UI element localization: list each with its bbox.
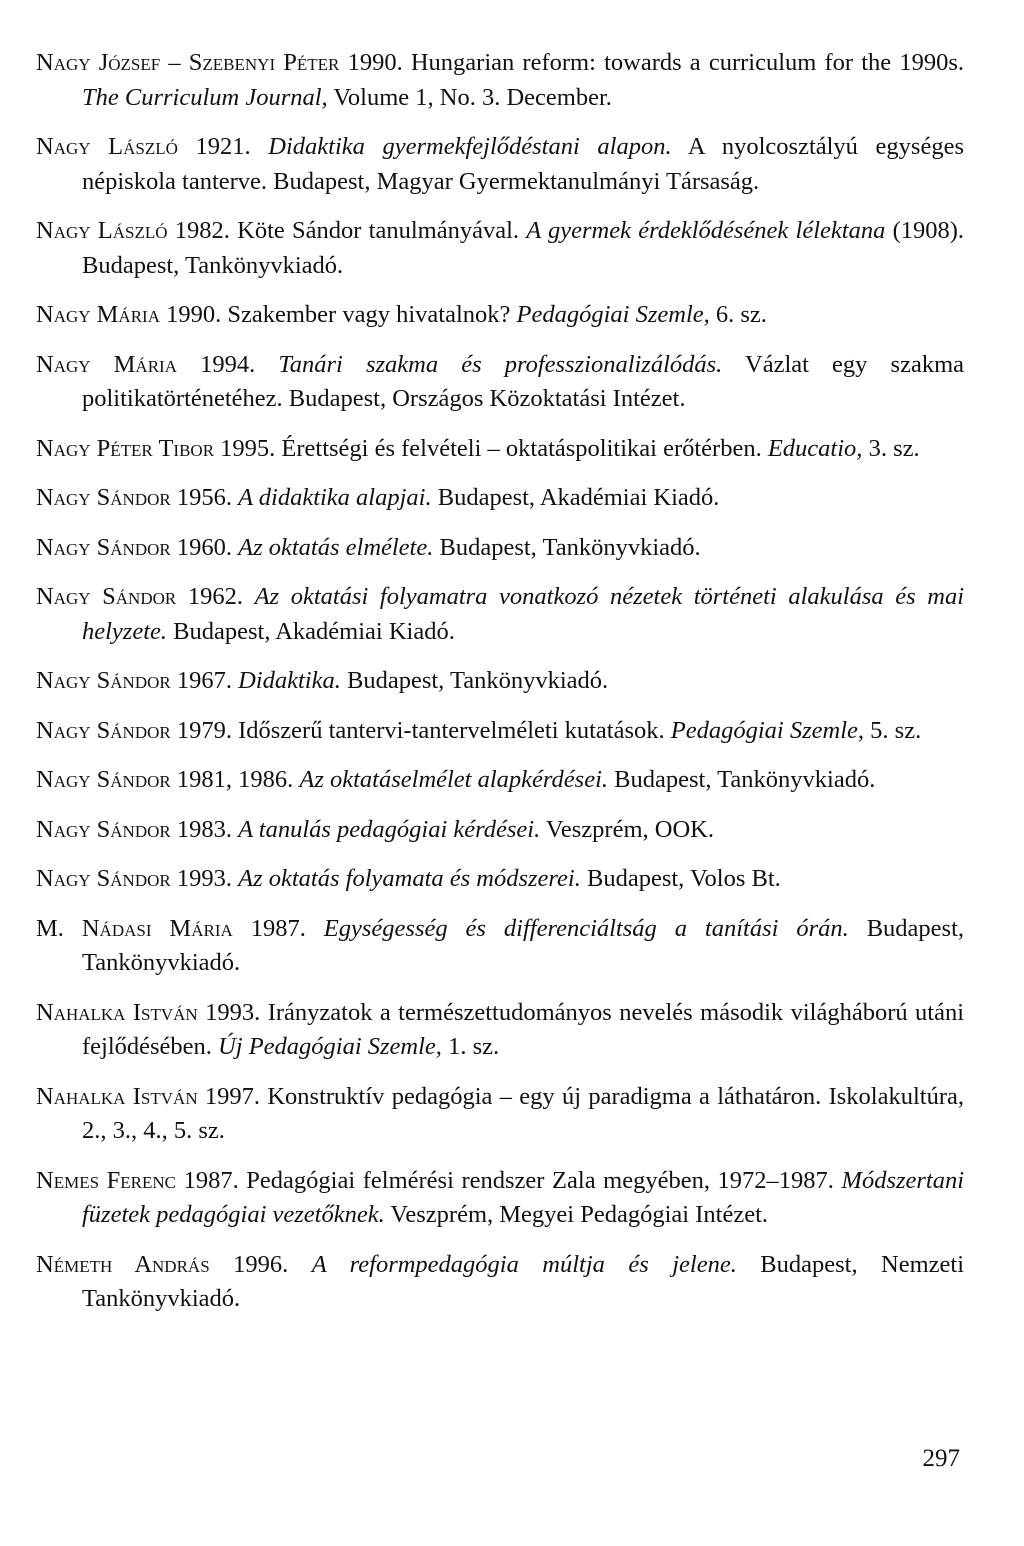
entry-year: 1979. <box>176 716 232 744</box>
entry-author: Németh András <box>36 1250 210 1278</box>
bibliography-entry <box>36 46 964 115</box>
bibliography-entry <box>36 763 964 798</box>
bibliography-entry <box>36 714 964 749</box>
bibliography-entry <box>36 432 964 467</box>
entry-title: Módszertani füzetek pedagógiai vezetőknek. <box>82 1166 965 1228</box>
entry-author: Nagy József – Szebenyi Péter <box>36 49 340 76</box>
entry-author: Nagy Sándor <box>36 716 171 744</box>
entry-title: Didaktika. <box>238 667 341 694</box>
entry-post-text: Budapest, Nemzeti Tankönyvkiadó. <box>82 1250 965 1312</box>
entry-year: 1987. <box>183 1166 239 1194</box>
entry-author: M. Nádasi Mária <box>36 914 233 942</box>
entry-post-text: Budapest, Tankönyvkiadó. <box>346 667 609 694</box>
entry-post-text: A nyolcosztályú egységes népiskola tanterve. Budapest, Magyar Gyermektanulmányi Társaság. <box>82 133 964 195</box>
entry-author: Nahalka István <box>36 998 198 1026</box>
entry-pre-text: Pedagógiai felmérési rendszer Zala megyében, 1972–1987. <box>246 1166 834 1194</box>
bibliography-entry <box>36 214 964 283</box>
entry-year: 1956. <box>176 484 232 511</box>
entry-author: Nagy Sándor <box>36 667 171 694</box>
entry-year: 1983. <box>176 815 232 843</box>
entry-year: 1996. <box>233 1250 289 1278</box>
entry-title: A tanulás pedagógiai kérdései. <box>238 815 541 843</box>
entry-post-text: Veszprém, OOK. <box>545 815 714 843</box>
entry-year: 1990. <box>347 49 403 76</box>
entry-year: 1921. <box>195 133 251 160</box>
entry-post-text: Vázlat egy szakma politikatörténetéhez. Budapest, Országos Közoktatási Intézet. <box>82 350 965 412</box>
entry-title: Tanári szakma és professzionalizálódás. <box>278 350 723 378</box>
entry-author: Nemes Ferenc <box>36 1166 176 1194</box>
entry-title: Az oktatás elmélete. <box>238 533 434 561</box>
entry-author: Nagy Sándor <box>36 583 177 610</box>
entry-title: A gyermek érdeklődésének lélektana <box>526 217 886 244</box>
bibliography-entry <box>36 1248 964 1317</box>
entry-year: 1962. <box>187 583 243 610</box>
bibliography-entry <box>36 130 964 199</box>
bibliography-entry <box>36 996 964 1065</box>
entry-post-text: 1. sz. <box>448 1033 500 1060</box>
entry-title: Az oktatási folyamatra vonatkozó nézetek történeti alakulása és mai helyzete. <box>82 583 964 645</box>
bibliography-entry <box>36 813 964 848</box>
entry-pre-text: Érettségi és felvételi – oktatáspolitikai erőtérben. <box>281 434 762 462</box>
entry-post-text: Budapest, Tankönyvkiadó. <box>82 914 965 976</box>
entry-pre-text: Szakember vagy hivatalnok? <box>227 301 511 328</box>
bibliography-entry <box>36 580 964 649</box>
entry-title: Új Pedagógiai Szemle, <box>218 1033 442 1060</box>
entry-title: Az oktatás folyamata és módszerei. <box>238 865 581 892</box>
entry-title: A didaktika alapjai. <box>238 484 432 511</box>
page-number: 297 <box>922 1445 960 1472</box>
entry-title: Educatio, <box>767 434 863 462</box>
entry-pre-text: Hungarian reform: towards a curriculum for the 1990s. <box>410 49 964 76</box>
entry-year: 1981, 1986. <box>176 766 294 793</box>
bibliography-entry <box>36 531 964 566</box>
entry-post-text: Budapest, Akadémiai Kiadó. <box>437 484 720 511</box>
entry-author: Nagy László <box>36 133 178 160</box>
entry-post-text: Veszprém, Megyei Pedagógiai Intézet. <box>390 1201 768 1228</box>
bibliography-entry <box>36 298 964 333</box>
entry-post-text: Volume 1, No. 3. December. <box>333 83 612 111</box>
bibliography-list <box>36 46 964 1332</box>
entry-title: Egységesség és differenciáltság a tanítási órán. <box>323 914 849 942</box>
entry-post-text: (1908). Budapest, Tankönyvkiadó. <box>82 217 965 279</box>
entry-title: Pedagógiai Szemle, <box>516 301 710 328</box>
entry-author: Nagy Sándor <box>36 766 171 793</box>
entry-year: 1960. <box>176 533 232 561</box>
entry-post-text: Budapest, Akadémiai Kiadó. <box>173 617 455 645</box>
entry-year: 1982. <box>174 217 230 244</box>
entry-title: The Curriculum Journal, <box>82 83 328 111</box>
entry-post-text: 6. sz. <box>715 301 767 328</box>
entry-year: 1990. <box>166 301 222 328</box>
entry-title: Didaktika gyermekfejlődéstani alapon. <box>268 133 672 160</box>
entry-title: Pedagógiai Szemle, <box>670 716 865 744</box>
entry-year: 1994. <box>200 350 256 378</box>
entry-pre-text: Irányzatok a természettudományos nevelés második világháború utáni fejlődésében. <box>82 998 965 1060</box>
entry-author: Nagy László <box>36 217 168 244</box>
entry-year: 1993. <box>205 998 261 1026</box>
entry-author: Nagy Mária <box>36 301 160 328</box>
entry-post-text: Budapest, Tankönyvkiadó. <box>439 533 701 561</box>
entry-pre-text: Időszerű tantervi-tantervelméleti kutatások. <box>238 716 665 744</box>
entry-title: Az oktatáselmélet alapkérdései. <box>299 766 609 793</box>
bibliography-entry <box>36 1080 964 1149</box>
entry-post-text: 3. sz. <box>868 434 920 462</box>
entry-pre-text: Konstruktív pedagógia – egy új paradigma a láthatáron. Iskolakultúra, 2., 3., 4., 5. sz. <box>82 1082 964 1144</box>
entry-pre-text: Köte Sándor tanulmányával. <box>237 217 519 244</box>
bibliography-entry <box>36 481 964 516</box>
entry-year: 1967. <box>176 667 232 694</box>
entry-year: 1997. <box>204 1082 261 1110</box>
entry-author: Nagy Sándor <box>36 865 171 892</box>
entry-author: Nagy Sándor <box>36 533 171 561</box>
entry-author: Nagy Mária <box>36 350 177 378</box>
entry-post-text: Budapest, Volos Bt. <box>586 865 781 892</box>
bibliography-entry <box>36 664 964 699</box>
bibliography-entry <box>36 862 964 897</box>
entry-post-text: Budapest, Tankönyvkiadó. <box>614 766 876 793</box>
bibliography-entry <box>36 348 964 417</box>
entry-year: 1993. <box>176 865 232 892</box>
entry-author: Nagy Péter Tibor <box>36 434 215 462</box>
bibliography-entry <box>36 912 964 981</box>
entry-author: Nagy Sándor <box>36 484 171 511</box>
entry-author: Nagy Sándor <box>36 815 171 843</box>
entry-post-text: 5. sz. <box>870 716 922 744</box>
entry-year: 1987. <box>250 914 306 942</box>
entry-author: Nahalka István <box>36 1082 198 1110</box>
entry-title: A reformpedagógia múltja és jelene. <box>311 1250 737 1278</box>
bibliography-entry <box>36 1164 964 1233</box>
entry-year: 1995. <box>220 434 276 462</box>
